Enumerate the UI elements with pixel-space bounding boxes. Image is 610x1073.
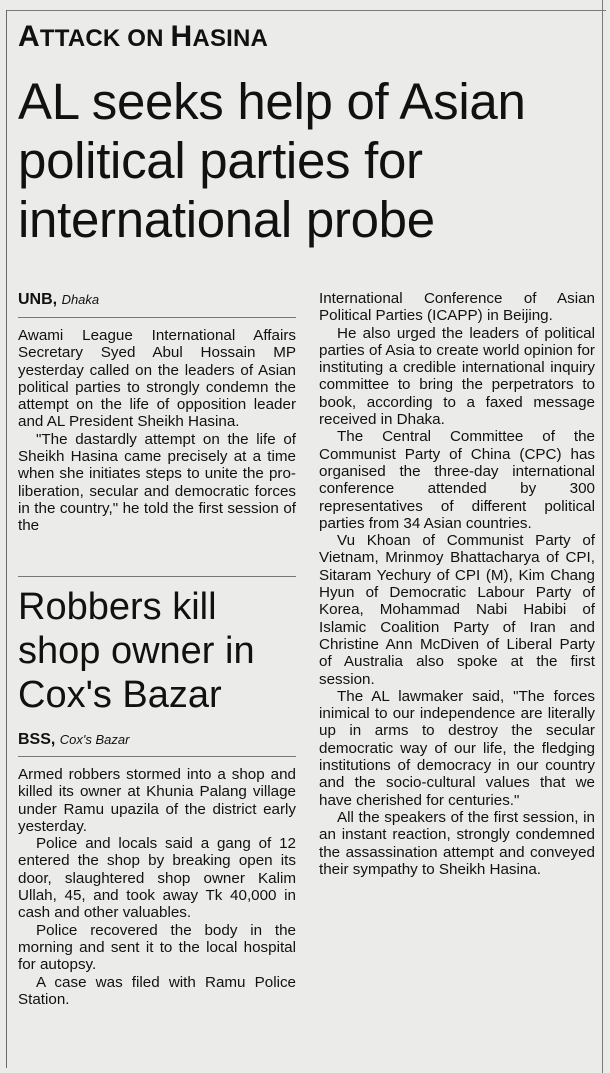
article1-paragraph: All the speakers of the first session, in an instant reaction, strongly condemned the assassination attempt and conveyed their sympathy to Sheikh Hasina.	[319, 808, 595, 878]
article2-paragraph: Police and locals said a gang of 12 entered the shop by breaking open its door, slaughtered shop owner Kalim Ullah, 45, and took away Tk 40,000 in cash and other valuables.	[18, 835, 296, 922]
article1-paragraph: The Central Committee of the Communist Party of China (CPC) has organised the three-day international conference attended by 300 representatives of different political parties from 34 Asian countries.	[319, 428, 595, 532]
frame-left-rule	[6, 10, 7, 1068]
byline-agency: BSS,	[18, 731, 56, 748]
article1-column-2	[319, 290, 595, 878]
article1-paragraph: International Conference of Asian Political Parties (ICAPP) in Beijing.	[319, 290, 595, 325]
byline-unb	[18, 290, 99, 310]
kicker-label: ATTACK ON HASINA	[18, 20, 269, 53]
byline-divider	[18, 756, 296, 757]
article1-paragraph: "The dastardly attempt on the life of Sheikh Hasina came precisely at a time when she initiates steps to unite the pro-liberation, secular and democratic forces in the country," he told the first session of the	[18, 430, 296, 535]
article2-headline: Robbers kill shop owner in Cox's Bazar	[18, 586, 255, 716]
article2-body	[18, 766, 296, 1008]
byline-place: Cox's Bazar	[59, 732, 130, 747]
article1-column-1	[18, 327, 296, 535]
article2-paragraph: A case was filed with Ramu Police Station.	[18, 973, 296, 1008]
byline-divider	[18, 317, 296, 318]
byline-agency: UNB,	[18, 291, 58, 308]
article1-paragraph: The AL lawmaker said, "The forces inimical to our independence are literally up in arms to destroy the secular democratic way of our life, the fledging institutions of democracy in our country and the socio-cultural values that we have cherished for centuries."	[319, 687, 595, 809]
byline-bss	[18, 730, 129, 750]
article1-paragraph: Awami League International Affairs Secretary Syed Abul Hossain MP yesterday called on the leaders of Asian political parties to strongly condemn the attempt on the life of opposition leader and AL President Sheikh Hasina.	[18, 327, 296, 431]
article1-paragraph: He also urged the leaders of political parties of Asia to create world opinion for instituting a credible international inquiry committee to bring the perpetrators to book, according to a faxed message received in Dhaka.	[319, 324, 595, 429]
frame-right-rule	[602, 0, 603, 1073]
frame-top-rule	[6, 10, 606, 11]
article2-paragraph: Police recovered the body in the morning and sent it to the local hospital for autopsy.	[18, 921, 296, 974]
article2-paragraph: Armed robbers stormed into a shop and killed its owner at Khunia Palang village under Ramu upazila of the district early yesterday.	[18, 766, 296, 835]
main-headline: AL seeks help of Asian political parties for international probe	[18, 73, 526, 248]
section-divider	[18, 576, 296, 577]
byline-place: Dhaka	[61, 292, 100, 307]
article1-paragraph: Vu Khoan of Communist Party of Vietnam, Mrinmoy Bhattacharya of CPI, Sitaram Yechury of CPI (M), Kim Chang Hyun of Democratic Labour Party of Korea, Mohammad Nabi Habibi of Islamic Coalition Party of Iran and Christine Ann McDiven of Liberal Party of Australia also spoke at the first session.	[319, 532, 595, 688]
